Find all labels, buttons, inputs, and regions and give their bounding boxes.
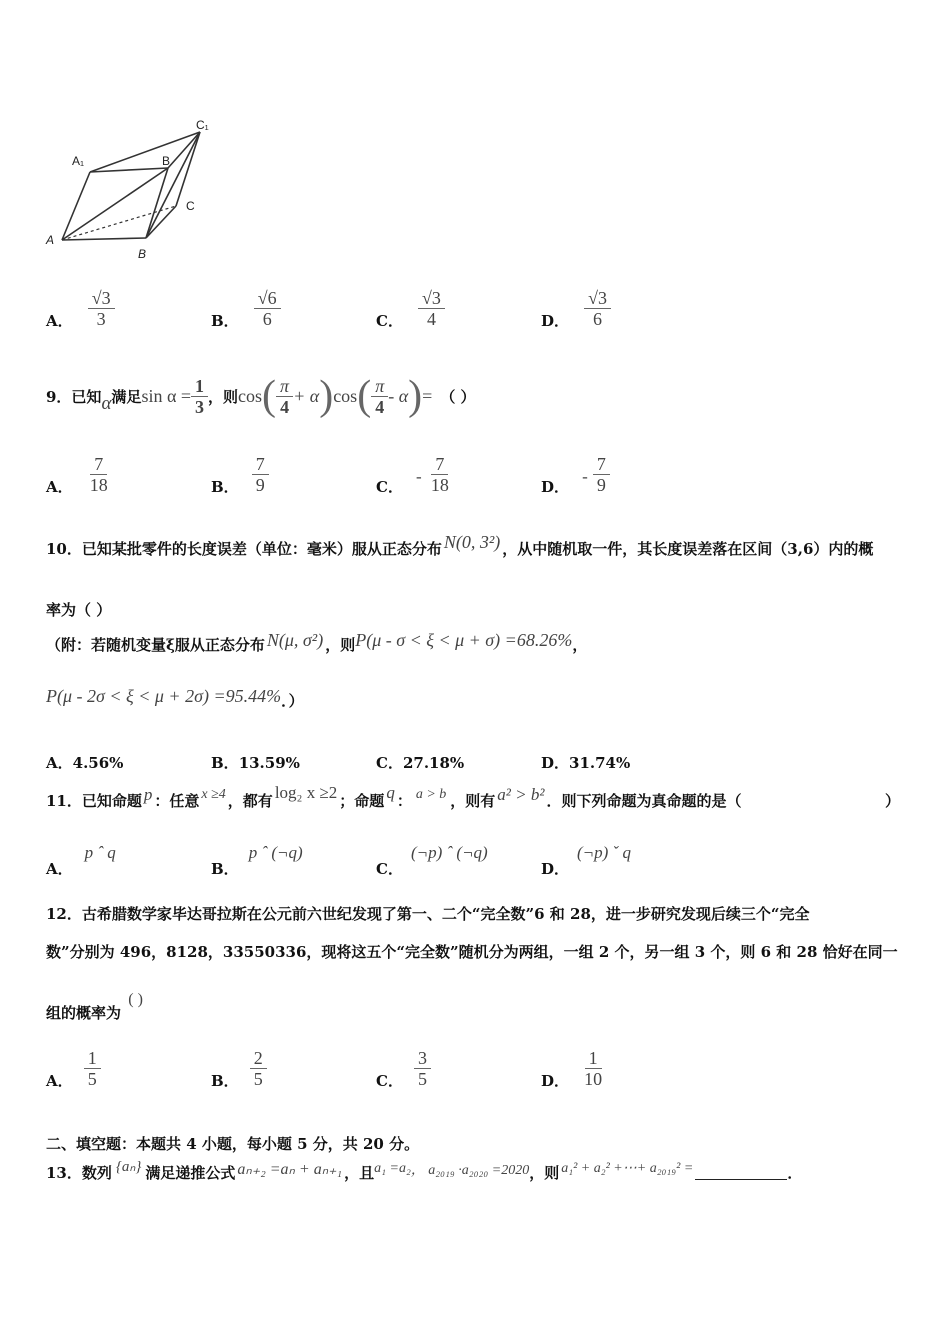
q9-eq: = <box>422 385 433 406</box>
q10-prob-2sigma: P(μ - 2σ < ξ < μ + 2σ) =95.44% <box>46 686 282 706</box>
q13-sum: a₁² + a₂² +⋯+ a₂₀₁₉² = <box>561 1161 694 1176</box>
label-a1: A₁ <box>72 154 85 168</box>
option-label: A． <box>46 860 73 878</box>
q9-option-c[interactable] <box>376 454 453 495</box>
q12-answer-paren: ( ) <box>128 991 143 1008</box>
question-11 <box>46 782 906 811</box>
q10-prob-1sigma: P(μ - σ < ξ < μ + σ) =68.26% <box>355 630 573 650</box>
option-text: 13.59% <box>238 754 300 772</box>
label-b: B <box>138 247 147 261</box>
q11-cond3: a² > b² <box>497 784 545 804</box>
question-10-line1 <box>46 532 874 559</box>
q11-text: ： <box>396 792 412 810</box>
prism-figure <box>40 110 230 270</box>
q11-paren-close: ） <box>884 792 900 810</box>
q12-option-d[interactable] <box>541 1048 606 1089</box>
q10-text-a: 10．已知某批零件的长度误差（单位：毫米）服从正态分布 <box>46 540 442 558</box>
q8-option-a[interactable] <box>46 288 115 329</box>
option-label: C． <box>376 478 403 496</box>
q13-cond2: ， a₂₀₁₉ ·a₂₀₂₀ =2020 <box>410 1162 530 1178</box>
q10-option-b[interactable] <box>211 752 300 773</box>
option-fraction: $\frac{√3}{6}$ <box>584 288 611 329</box>
q9-answer-paren: （ ） <box>440 387 476 406</box>
option-fraction: $\frac{7}{9}$ <box>252 454 269 495</box>
q10-note-end: ．） <box>281 692 304 710</box>
option-label: C． <box>376 1072 403 1090</box>
option-fraction: $\frac{7}{18}$ <box>89 454 108 495</box>
q11-option-d[interactable] <box>541 842 631 878</box>
question-13 <box>46 1159 803 1183</box>
option-label: B． <box>211 754 239 772</box>
q11-text: 11．已知命题 <box>46 792 142 810</box>
q9-alpha: α <box>101 393 112 414</box>
option-fraction: $\frac{1}{10}$ <box>584 1048 603 1089</box>
q12-option-b[interactable] <box>211 1048 267 1089</box>
q13-recurrence: aₙ₊₂ =aₙ + aₙ₊₁ <box>237 1160 343 1178</box>
option-text: p ˆ q <box>84 843 116 862</box>
q9-text2: ，则 <box>208 387 239 406</box>
q11-text: ，都有 <box>227 792 273 810</box>
q12-text: 组的概率为 <box>46 1004 122 1022</box>
q13-text: ，则 <box>529 1164 560 1182</box>
q9-plus-alpha: + α <box>293 385 320 406</box>
paren-left: ( <box>262 373 277 419</box>
q11-option-a[interactable] <box>46 842 116 878</box>
paren-right: ) <box>319 373 334 419</box>
question-10-line2: 率为（ ） <box>46 601 112 619</box>
q11-text: ．则下列命题为真命题的是（ <box>546 792 742 810</box>
q11-text: ；命题 <box>339 792 385 810</box>
q9-cos2: cos <box>333 385 358 406</box>
q9-text: 满足 <box>111 387 142 406</box>
q10-option-d[interactable] <box>541 752 630 773</box>
option-fraction: $\frac{2}{5}$ <box>250 1048 267 1089</box>
q11-log: log₂ x ≥2 <box>274 782 338 802</box>
q9-pi-frac2: $\frac{\pi}{4}$ <box>371 376 388 417</box>
option-fraction: $\frac{√3}{4}$ <box>418 288 445 329</box>
q13-text: 满足递推公式 <box>145 1164 236 1182</box>
q9-cos1: cos <box>238 385 263 406</box>
q9-sin: sin α = <box>141 385 192 406</box>
q10-distribution: N(0, 3²) <box>443 532 501 552</box>
answer-blank[interactable] <box>695 1165 787 1180</box>
label-a: A <box>46 233 55 247</box>
label-b1: B <box>162 154 171 168</box>
q9-minus-alpha: - α <box>388 385 409 406</box>
option-label: C． <box>376 860 403 878</box>
q13-end: ． <box>787 1164 803 1182</box>
label-c1: C₁ <box>196 118 209 132</box>
paren-left: ( <box>357 373 372 419</box>
option-label: A． <box>46 312 73 330</box>
question-9 <box>46 372 476 420</box>
option-label: A． <box>46 1072 73 1090</box>
option-text: 27.18% <box>402 754 465 772</box>
option-fraction: $\frac{3}{5}$ <box>414 1048 431 1089</box>
q8-option-c[interactable] <box>376 288 445 329</box>
q8-option-d[interactable] <box>541 288 611 329</box>
option-fraction: $\frac{1}{5}$ <box>84 1048 101 1089</box>
option-label: B． <box>211 478 239 496</box>
option-text: 31.74% <box>569 754 631 772</box>
label-c: C <box>186 199 195 213</box>
option-label: B． <box>211 1072 239 1090</box>
question-10-note2 <box>46 686 304 711</box>
q11-p: p <box>143 784 153 804</box>
option-label: A． <box>46 478 73 496</box>
q10-option-a[interactable] <box>46 752 123 773</box>
section-2-title: 二、填空题：本题共 4 小题，每小题 5 分，共 20 分。 <box>46 1135 420 1153</box>
q11-cond2: a > b <box>415 786 447 802</box>
q9-prefix: 9．已知 <box>46 387 102 406</box>
q11-cond1: x ≥4 <box>201 786 226 802</box>
question-12-line1: 12．古希腊数学家毕达哥拉斯在公元前六世纪发现了第一、二个“完全数”6 和 28，进一步研究发现后续三个“完全 <box>46 905 810 923</box>
option-fraction: $\frac{√6}{6}$ <box>254 288 281 329</box>
q13-text: ，且 <box>344 1164 375 1182</box>
q10-note-then: ，则 <box>325 636 356 654</box>
q13-cond1: a₁ =a₂ <box>374 1160 411 1176</box>
q12-option-a[interactable] <box>46 1048 101 1089</box>
q11-text: ：任意 <box>154 792 200 810</box>
option-fraction: $\frac{√3}{3}$ <box>88 288 115 329</box>
q9-option-a[interactable] <box>46 454 112 495</box>
option-label: D． <box>541 312 570 330</box>
option-label: C． <box>376 754 403 772</box>
option-label: B． <box>211 860 239 878</box>
q11-q: q <box>386 782 395 802</box>
question-12-line2: 数”分别为 496，8128，33550336，现将这五个“完全数”随机分为两组，一组 2 个，另一组 3 个，则 6 和 28 恰好在同一 <box>46 943 898 961</box>
question-10-note <box>46 630 588 655</box>
q10-note-comma: ， <box>572 636 588 654</box>
q11-text: ，则有 <box>450 792 496 810</box>
option-fraction: $\frac{7}{9}$ <box>593 454 610 495</box>
q10-note-text: （附：若随机变量ξ服从正态分布 <box>46 636 265 654</box>
q9-option-d[interactable] <box>541 454 610 495</box>
q13-text: 13．数列 <box>46 1164 112 1182</box>
q11-option-b[interactable] <box>211 842 303 878</box>
question-12-line3 <box>46 991 143 1023</box>
q13-sequence: {aₙ} <box>115 1159 142 1175</box>
option-label: D． <box>541 860 570 878</box>
option-text: 4.56% <box>72 754 124 772</box>
q11-option-c[interactable] <box>376 842 488 878</box>
option-sign: - <box>416 467 422 486</box>
q9-option-b[interactable] <box>211 454 269 495</box>
q9-fraction: $\frac{1}{3}$ <box>191 376 208 417</box>
option-label: D． <box>541 1072 570 1090</box>
option-label: D． <box>541 754 570 772</box>
q8-option-b[interactable] <box>211 288 281 329</box>
q9-pi-frac1: $\frac{\pi}{4}$ <box>276 376 293 417</box>
q10-option-c[interactable] <box>376 752 464 773</box>
option-sign: - <box>582 467 588 486</box>
option-text: (¬p) ˆ (¬q) <box>410 843 488 862</box>
q10-text-b: ，从中随机取一件，其长度误差落在区间（3,6）内的概 <box>502 540 874 558</box>
option-label: A． <box>46 754 73 772</box>
option-fraction: $\frac{7}{18}$ <box>430 454 449 495</box>
option-text: p ˆ (¬q) <box>248 843 303 862</box>
q12-option-c[interactable] <box>376 1048 431 1089</box>
q10-note-dist: N(μ, σ²) <box>266 630 324 650</box>
option-text: (¬p) ˇ q <box>577 843 631 862</box>
option-label: D． <box>541 478 570 496</box>
option-label: B． <box>211 312 239 330</box>
option-label: C． <box>376 312 403 330</box>
paren-right: ) <box>408 373 423 419</box>
